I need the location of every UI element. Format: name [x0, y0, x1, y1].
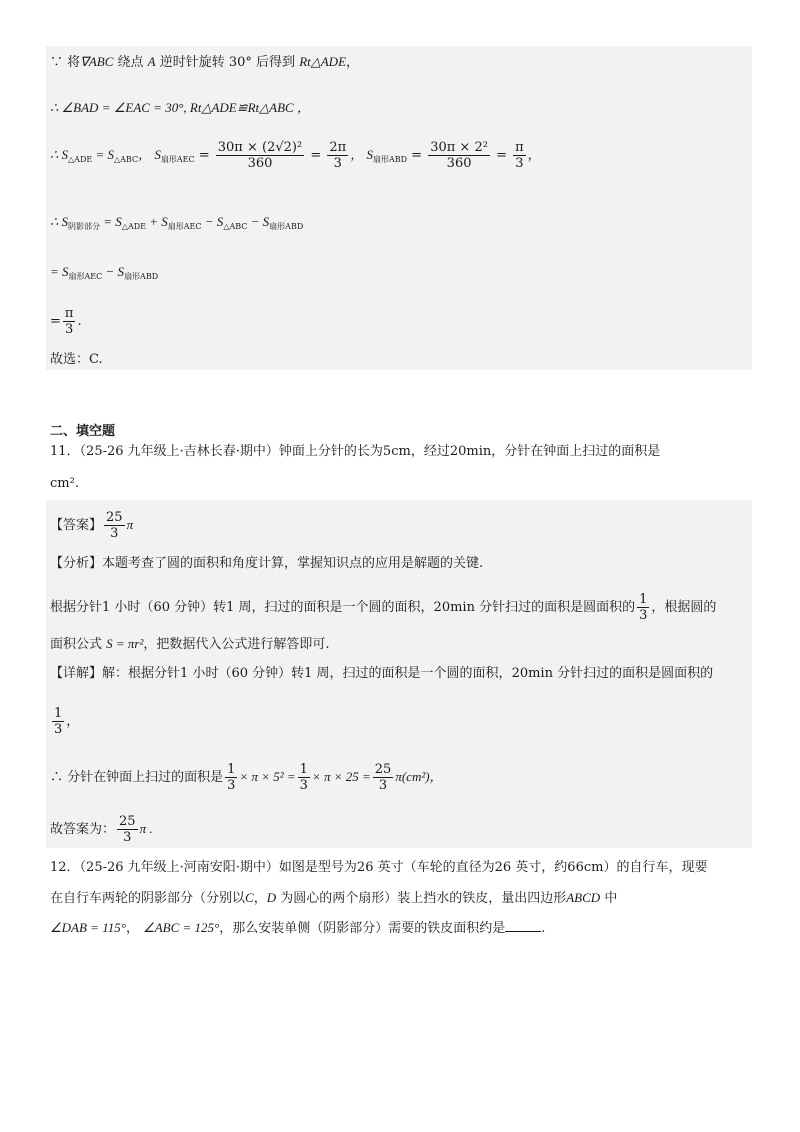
prev-line-6: = $\frac{\pi}{3}$ . — [50, 306, 82, 337]
prev-line-7: 故选：C. — [50, 352, 103, 367]
q12-line-1: 12．（25-26 九年级上·河南安阳·期中）如图是型号为26 英寸（车轮的直径为26 英寸，约66cm）的自行车，现要 — [50, 860, 708, 875]
q11-stem: 11．（25-26 九年级上·吉林长春·期中）钟面上分针的长为5cm，经过20min，分针在钟面上扫过的面积是 — [50, 444, 661, 459]
q12-line-2: 在自行车两轮的阴影部分（分别以C，D 为圆心的两个扇形）装上挡水的铁皮，量出四边形ABCD 中 — [50, 890, 618, 906]
fraction: $\frac{\text{30π × (2√2)²}}{360}$ — [217, 140, 303, 171]
q11-analysis-2: 根据分针1 小时（60 分钟）转1 周，扫过的面积是一个圆的面积，20min 分针扫过的面积是圆面积的 $\frac{1}{3}$ ，根据圆的 — [50, 592, 717, 623]
prev-line-2: ∴ ∠BAD = ∠EAC = 30°, Rt△ADE≌Rt△ABC ， — [50, 100, 310, 115]
prev-line-1: ∵ 将∇ABC 绕点 A 逆时针旋转 30° 后得到 Rt△ADE， — [50, 54, 360, 70]
fraction: $\frac{\text{30π × 2²}}{360}$ — [430, 140, 488, 171]
prev-line-4: ∴ $S_{阴影部分} = S_{\triangle ADE} + S_{扇形AEC} - S_{\triangle ABC} - S_{扇形ABD}$ — [50, 214, 304, 231]
q11-detail-3: ∴ 分针在钟面上扫过的面积是 $\frac{1}{3}$ × π × 5² = $\frac{1}{3}$ × π × 25 = $\frac{25}{3}$ π(cm²)， — [50, 762, 443, 793]
fraction: $\frac{1}{3}$ — [639, 592, 648, 623]
section-title: 二、填空题 — [50, 424, 116, 439]
q11-analysis-3: 面积公式 S = πr²，把数据代入公式进行解答即可. — [50, 636, 330, 652]
q11-detail: 【详解】解：根据分针1 小时（60 分钟）转1 周，扫过的面积是一个圆的面积，20min 分针扫过的面积是圆面积的 — [50, 666, 714, 681]
q11-detail-2: $\frac{1}{3}$ ， — [54, 706, 80, 737]
fraction: $\frac{1}{3}$ — [54, 706, 63, 737]
fraction: $\frac{\pi}{3}$ — [64, 306, 74, 337]
fraction: $\frac{1}{3}$ — [299, 762, 308, 793]
q12-line-3: ∠DAB = 115°， ∠ABC = 125°，那么安装单侧（阴影部分）需要的铁皮面积约是 . — [50, 920, 546, 936]
q11-answer: 【答案】 $\frac{25}{3}$ π — [50, 510, 134, 541]
q11-stem-end: cm². — [50, 476, 79, 491]
fraction: $\frac{1}{3}$ — [227, 762, 236, 793]
prev-solution-shade — [46, 46, 752, 370]
fraction: $\frac{25}{3}$ — [119, 814, 136, 845]
q11-final: 故答案为： $\frac{25}{3}$ π . — [50, 814, 153, 845]
fraction: $\frac{2\pi}{3}$ — [329, 140, 347, 171]
fraction: $\frac{25}{3}$ — [374, 762, 392, 793]
answer-fraction: $\frac{25}{3}$ — [106, 510, 123, 541]
prev-line-3: ∴ $S_{\triangle ADE} = S_{\triangle ABC}$， $S_{扇形AEC}$ = $\frac{\text{30π × (2√2)²}}{360}$ = $\frac{2\pi}{3}$ ， $S_{扇形ABD}$ = $\frac{\text{30π × 2²}}{360}$ = $\frac{\pi}{3}$ ， — [50, 140, 541, 171]
fraction: $\frac{\pi}{3}$ — [515, 140, 524, 171]
prev-line-5: = $S_{扇形AEC} - S_{扇形ABD}$ — [50, 264, 159, 281]
q11-analysis: 【分析】本题考查了圆的面积和角度计算，掌握知识点的应用是解题的关键. — [50, 556, 484, 571]
answer-blank[interactable] — [505, 931, 541, 932]
